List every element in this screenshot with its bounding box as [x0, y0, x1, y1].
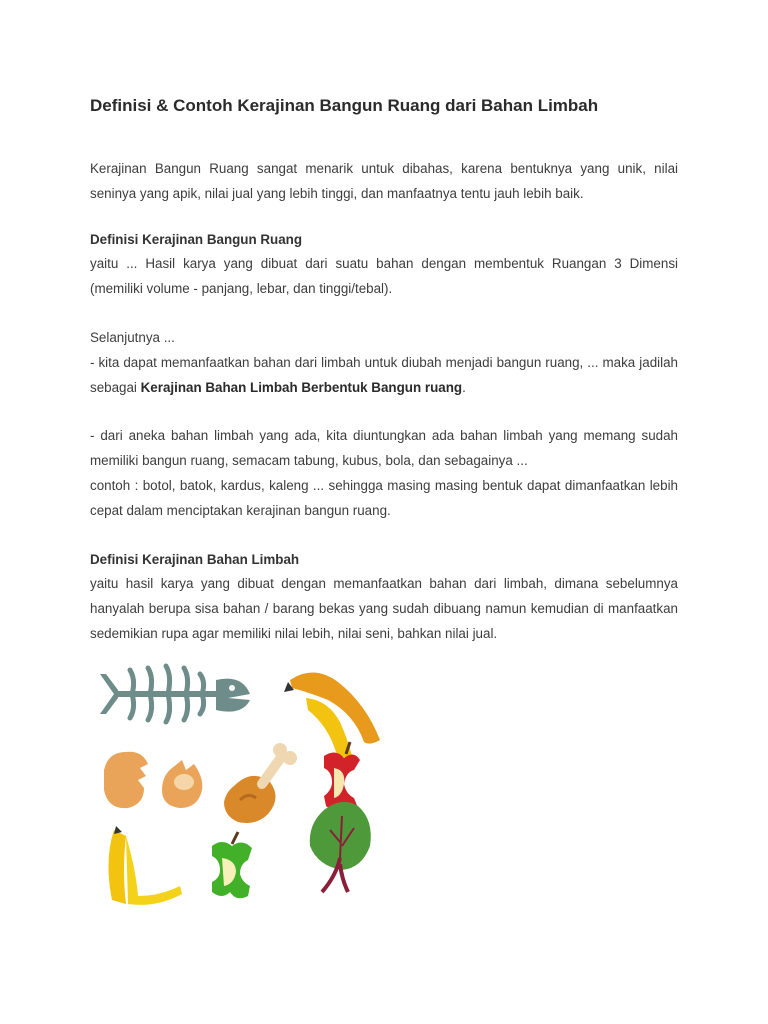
intro-paragraph: Kerajinan Bangun Ruang sangat menarik untuk dibahas, karena bentuknya yang unik, nilai seninya yang apik, nilai jual yang lebih tinggi, dan manfaatnya tentu jauh lebih baik. — [90, 161, 678, 201]
fish-bone-icon — [100, 666, 250, 722]
article-body — [90, 96, 678, 647]
next-paragraph-2: - dari aneka bahan limbah yang ada, kita diuntungkan ada bahan limbah yang memang sudah memiliki bangun ruang, semacam tabung, kubus, bola, dan sebagainya ... — [90, 428, 678, 469]
page-title: Definisi & Contoh Kerajinan Bangun Ruang dari Bahan Limbah — [90, 96, 599, 115]
section1-text: yaitu ... Hasil karya yang dibuat dari suatu bahan dengan membentuk Ruangan 3 Dimensi (memiliki volume - panjang, lebar, dan tinggi/tebal). — [90, 256, 678, 297]
next-p1-before: - kita dapat memanfaatkan bahan dari limbah untuk diubah menjadi bangun ruang, ... maka jadilah sebagai — [90, 354, 678, 395]
next-p1-after: . — [462, 379, 466, 395]
leafy-vegetable-icon — [310, 802, 371, 892]
egg-shell-icon — [104, 752, 202, 808]
green-apple-core-icon — [212, 832, 252, 898]
section1-heading: Definisi Kerajinan Bangun Ruang — [90, 231, 303, 247]
section2-heading: Definisi Kerajinan Bahan Limbah — [90, 551, 300, 567]
next-paragraph-1 — [90, 351, 678, 401]
next-label: Selanjutnya ... — [90, 329, 175, 345]
banana-icon — [108, 826, 182, 905]
banana-peel-icon — [284, 672, 380, 757]
next-paragraph-3: contoh : botol, batok, kardus, kaleng ... sehingga masing masing bentuk dapat dimanfaatkan lebih cepat dalam menciptakan kerajinan bangun ruang. — [90, 477, 678, 518]
section2-text: yaitu hasil karya yang dibuat dengan memanfaatkan bahan dari limbah, dimana sebelumnya hanyalah berupa sisa bahan / barang bekas yang sudah dibuang namun kemudian di manfaatkan sedemikian rupa agar memiliki nilai lebih, nilai seni, bahkan nilai jual. — [90, 576, 678, 641]
waste-illustration — [92, 660, 392, 912]
chicken-bone-icon — [224, 743, 297, 823]
next-p1-bold: Kerajinan Bahan Limbah Berbentuk Bangun ruang — [140, 379, 463, 395]
